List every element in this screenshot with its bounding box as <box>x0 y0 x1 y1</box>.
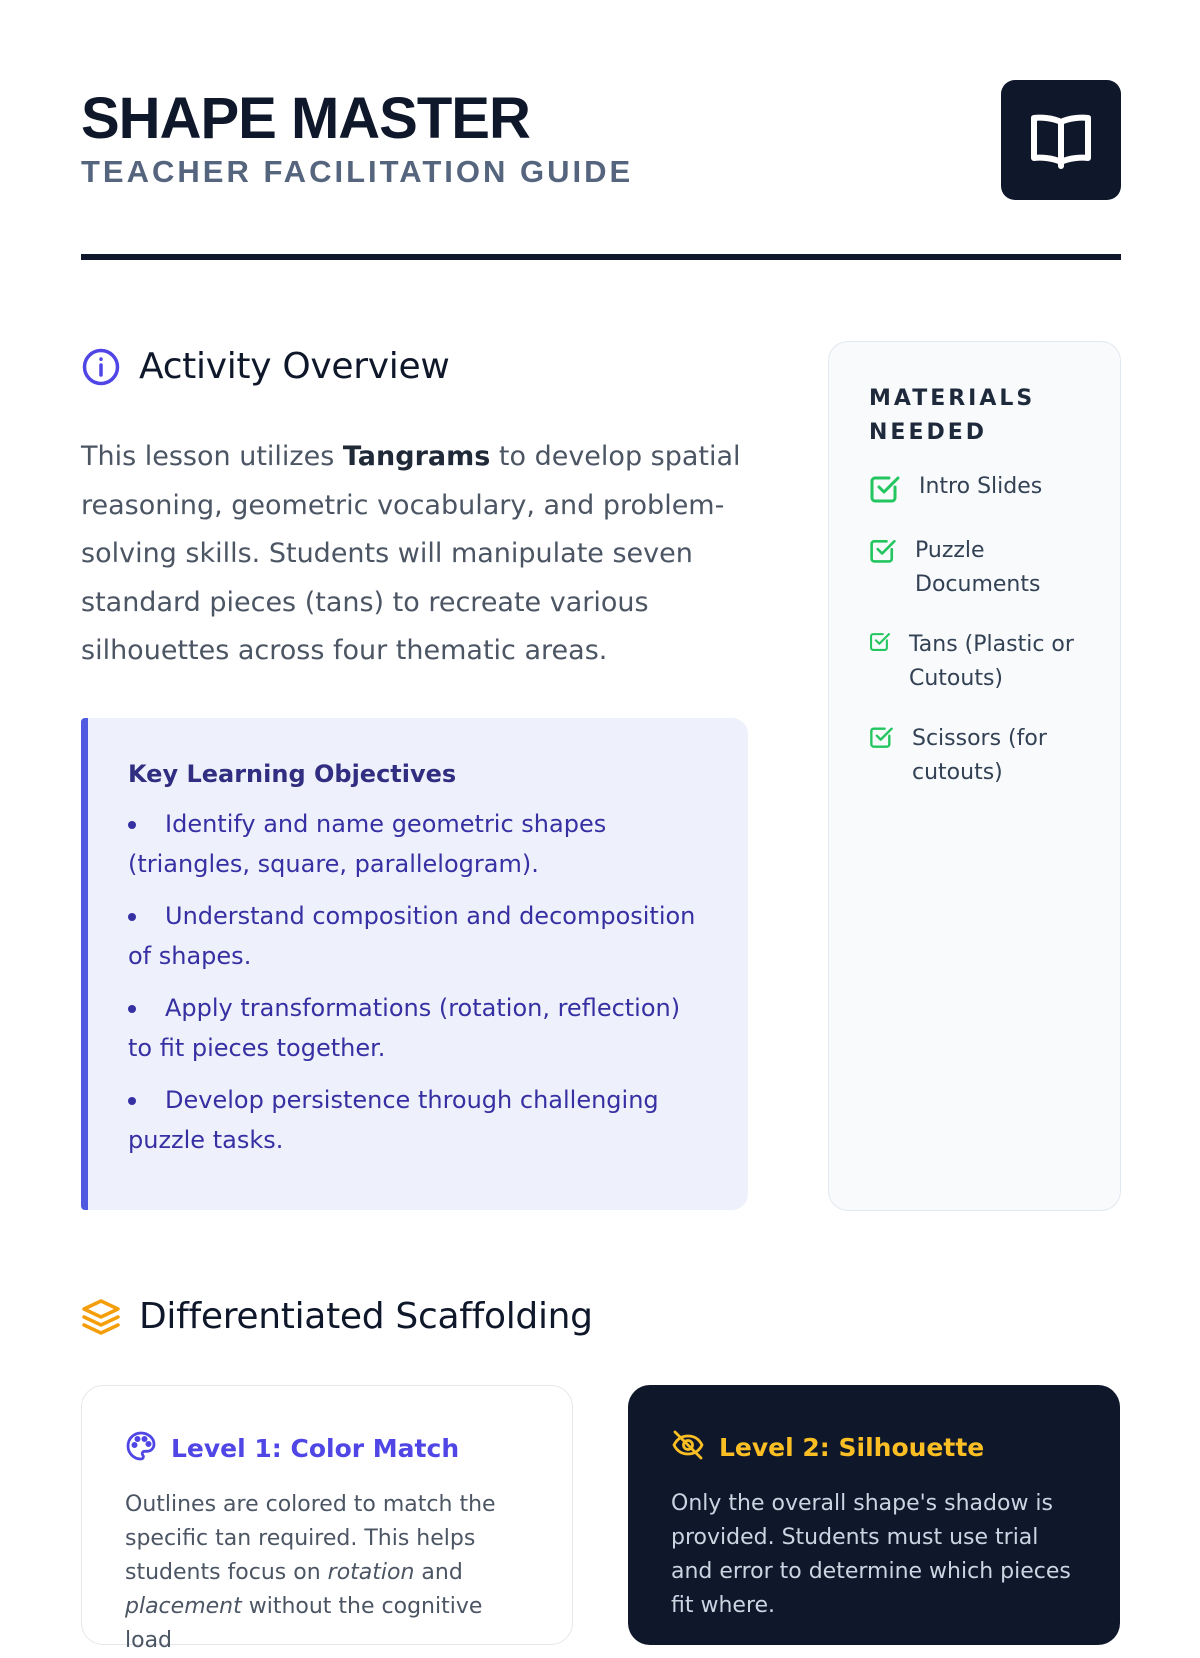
material-label: Scissors (for cutouts) <box>912 726 1047 785</box>
material-label: Intro Slides <box>919 474 1043 499</box>
overview-description: This lesson utilizes Tangrams to develop spatial reasoning, geometric vocabulary, and problem-solving skills. Students will manipulate seven standard pieces (tans) to recreate various silhouettes across four thematic areas. <box>81 441 741 666</box>
material-label: Tans (Plastic or Cutouts) <box>909 632 1074 691</box>
material-item <box>869 534 1092 602</box>
page-subtitle: TEACHER FACILITATION GUIDE <box>81 154 634 189</box>
overview-title: Activity Overview <box>139 346 450 387</box>
scaffolding-title: Differentiated Scaffolding <box>139 1296 593 1337</box>
material-item <box>869 722 1092 790</box>
materials-panel <box>828 341 1121 1211</box>
scaffolding-heading <box>81 1296 593 1337</box>
objectives-list <box>128 804 708 1160</box>
level-1-header <box>125 1430 532 1466</box>
check-square-icon <box>869 724 894 753</box>
check-square-icon <box>869 630 891 656</box>
page-header <box>81 80 1121 260</box>
level-1-description: Outlines are colored to match the specific tan required. This helps students focus on rotation and placement without the cognitive load <box>125 1492 496 1653</box>
learning-objectives-box <box>81 718 748 1210</box>
objective-item: Identify and name geometric shapes (triangles, square, parallelogram). <box>128 804 708 884</box>
material-item <box>869 470 1092 508</box>
level-2-description: Only the overall shape's shadow is provided. Students must use trial and error to determine which pieces fit where. <box>671 1491 1071 1618</box>
overview-heading <box>81 346 449 387</box>
eye-off-icon <box>671 1429 705 1465</box>
material-item <box>869 628 1092 696</box>
palette-icon <box>125 1430 157 1466</box>
page-title: SHAPE MASTER <box>81 86 530 151</box>
material-label: Puzzle Documents <box>915 538 1041 597</box>
level-1-title: Level 1: Color Match <box>171 1433 460 1463</box>
objective-item: Understand composition and decomposition of shapes. <box>128 896 708 976</box>
level-1-card <box>81 1385 573 1653</box>
objective-item: Apply transformations (rotation, reflection) to fit pieces together. <box>128 988 708 1068</box>
level-2-title: Level 2: Silhouette <box>719 1432 985 1462</box>
info-circle-icon <box>81 347 121 387</box>
overview-keyword: Tangrams <box>342 441 491 472</box>
check-square-icon <box>869 536 897 568</box>
header-divider <box>81 254 1121 260</box>
objective-item: Develop persistence through challenging puzzle tasks. <box>128 1080 708 1160</box>
layers-icon <box>81 1297 121 1337</box>
level-2-header <box>671 1429 1080 1465</box>
objectives-heading: Key Learning Objectives <box>128 760 457 788</box>
level-2-card <box>628 1385 1120 1645</box>
book-open-icon <box>1001 80 1121 200</box>
check-square-icon <box>869 472 901 508</box>
materials-label: MATERIALS NEEDED <box>869 386 1036 445</box>
